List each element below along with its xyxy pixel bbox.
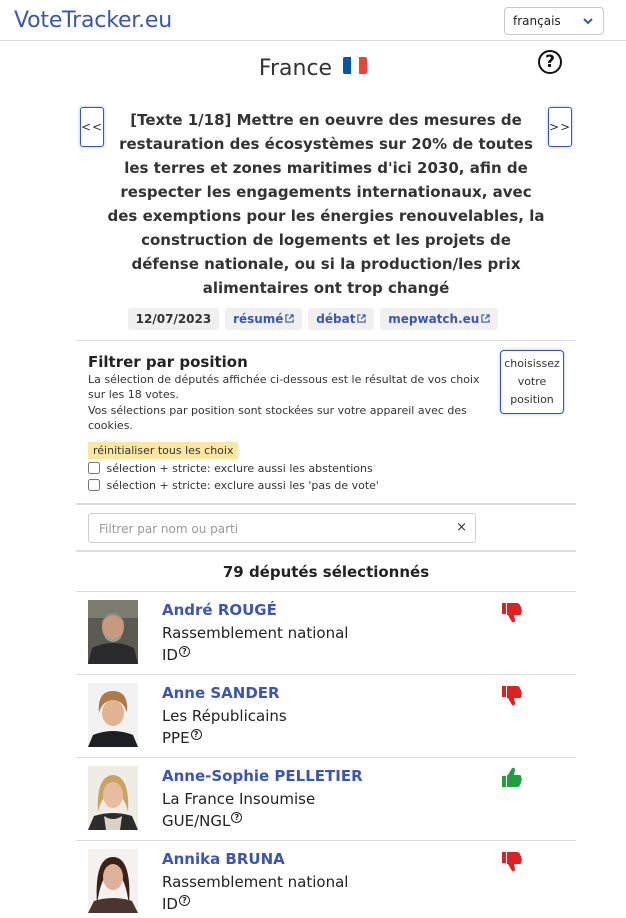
country-name: France	[258, 56, 333, 81]
external-link-icon	[285, 314, 294, 323]
vote-tags	[0, 308, 626, 330]
strict-abstentions-option	[88, 462, 564, 476]
mep-photo	[88, 600, 138, 664]
mep-name[interactable]: André ROUGÉ	[162, 601, 277, 619]
mep-photo	[88, 766, 138, 830]
mepwatch-link[interactable]	[380, 308, 498, 330]
site-logo[interactable]: VoteTracker.eu	[14, 8, 172, 33]
mep-photo	[88, 683, 138, 747]
thumbs-up-icon	[500, 766, 524, 790]
mep-party: La France Insoumise	[162, 790, 316, 808]
mep-party: Rassemblement national	[162, 624, 349, 642]
group-help-icon[interactable]: ?	[179, 895, 190, 906]
summary-link-label: résumé	[233, 312, 284, 326]
choose-position-button[interactable]: choisissez votre position	[500, 350, 564, 414]
page-title	[0, 56, 626, 81]
search-placeholder: Filtrer par nom ou parti	[99, 522, 239, 536]
mep-party: Rassemblement national	[162, 873, 349, 891]
strict-no-vote-checkbox[interactable]	[88, 479, 100, 491]
top-bar	[0, 0, 626, 41]
mep-row	[76, 840, 576, 918]
next-text-button[interactable]: >>	[548, 107, 572, 147]
filter-storage-note: Vos sélections par position sont stockées sur votre appareil avec des cookies.	[88, 404, 467, 432]
mep-row	[76, 591, 576, 674]
mep-group-label: PPE	[162, 729, 190, 747]
filter-description: La sélection de députés affichée ci-dessous est le résultat de vos choix sur les 18 votes.	[88, 373, 480, 401]
summary-link[interactable]	[225, 308, 302, 330]
divider	[76, 550, 576, 552]
reset-choices-button[interactable]: réinitialiser tous les choix	[88, 442, 238, 459]
mep-row	[76, 757, 576, 840]
mep-row	[76, 674, 576, 757]
strict-abstentions-checkbox[interactable]	[88, 462, 100, 474]
mep-group-label: ID	[162, 646, 178, 664]
external-link-icon	[481, 314, 490, 323]
mep-name[interactable]: Annika BRUNA	[162, 850, 285, 868]
language-select-value: français	[513, 14, 561, 28]
filter-title: Filtrer par position	[88, 353, 248, 371]
search-input[interactable]	[88, 513, 476, 543]
mep-group	[162, 646, 190, 664]
mep-group	[162, 812, 242, 830]
position-filter-panel	[76, 340, 576, 503]
chevron-down-icon	[581, 14, 595, 28]
debate-link-label: débat	[316, 312, 356, 326]
strict-abstentions-label: sélection + stricte: exclure aussi les abstentions	[106, 462, 373, 475]
vote-date-badge: 12/07/2023	[128, 308, 220, 330]
mepwatch-link-label: mepwatch.eu	[388, 312, 480, 326]
clear-search-icon[interactable]: ×	[456, 520, 467, 535]
group-help-icon[interactable]: ?	[231, 812, 242, 823]
mep-photo	[88, 849, 138, 913]
mep-name[interactable]: Anne-Sophie PELLETIER	[162, 767, 363, 785]
mep-group-label: GUE/NGL	[162, 812, 231, 830]
mep-party: Les Républicains	[162, 707, 287, 725]
france-flag-icon	[343, 57, 367, 74]
mep-group	[162, 729, 202, 747]
thumbs-down-icon	[500, 849, 524, 873]
thumbs-down-icon	[500, 600, 524, 624]
mep-group-label: ID	[162, 895, 178, 913]
previous-text-button[interactable]: <<	[80, 107, 104, 147]
thumbs-down-icon	[500, 683, 524, 707]
mep-group	[162, 895, 190, 913]
strict-no-vote-option	[88, 479, 564, 493]
group-help-icon[interactable]: ?	[191, 729, 202, 740]
help-icon[interactable]: ?	[538, 50, 562, 74]
language-select[interactable]	[504, 7, 604, 35]
selected-count: 79 députés sélectionnés	[222, 563, 430, 581]
mep-name[interactable]: Anne SANDER	[162, 684, 280, 702]
strict-no-vote-label: sélection + stricte: exclure aussi les 'pas de vote'	[106, 479, 379, 492]
vote-question-text: [Texte 1/18] Mettre en oeuvre des mesures de restauration des écosystèmes sur 20% de toutes les terres et zones maritimes d'ici 2030, afin de respecter les engagements internationaux, avec des exemptions pour les énergies renouvelables, la construction de logements et les projets de défense nationale, ou si la production/les prix alimentaires ont trop changé	[107, 111, 545, 297]
external-link-icon	[357, 314, 366, 323]
group-help-icon[interactable]: ?	[179, 646, 190, 657]
debate-link[interactable]	[308, 308, 374, 330]
divider	[76, 503, 576, 505]
